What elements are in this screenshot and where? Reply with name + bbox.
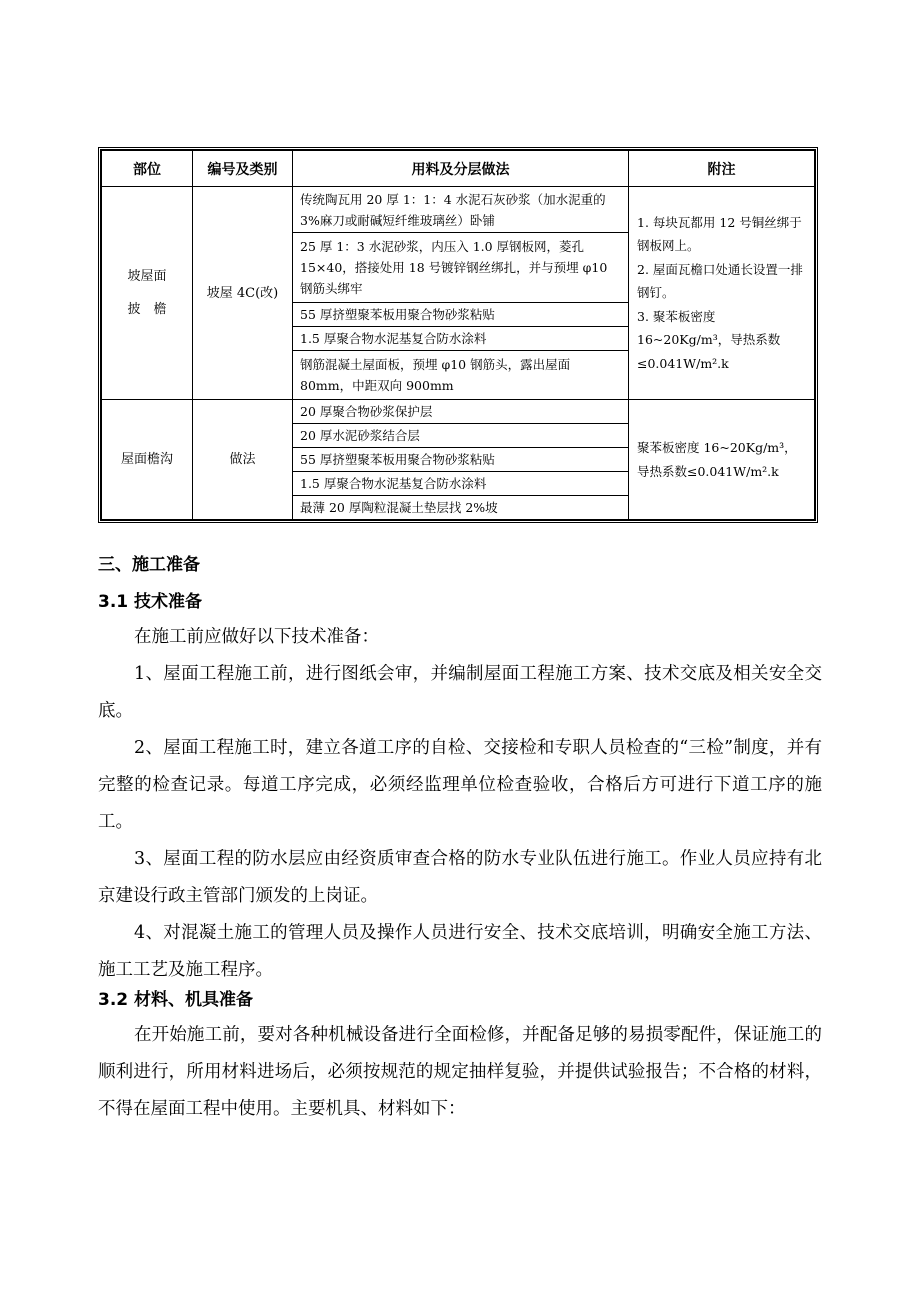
layer-cell: 55 厚挤塑聚苯板用聚合物砂浆粘贴: [293, 303, 629, 327]
layer-cell: 钢筋混凝土屋面板，预埋 φ10 钢筋头，露出屋面 80mm，中距双向 900mm: [293, 351, 629, 400]
paragraph: 3、屋面工程的防水层应由经资质审查合格的防水专业队伍进行施工。作业人员应持有北京建设行政主管部门颁发的上岗证。: [98, 849, 822, 906]
layer-cell: 20 厚水泥砂浆结合层: [293, 424, 629, 448]
note-line: 3. 聚苯板密度 16~20Kg/m³，导热系数≤0.041W/m².k: [637, 308, 781, 371]
section-title: 三、施工准备: [98, 555, 200, 575]
construction-spec-table: [98, 147, 818, 523]
paragraph: 1、屋面工程施工前，进行图纸会审，并编制屋面工程施工方案、技术交底及相关安全交底。: [98, 664, 822, 721]
part-cell-gutter: 屋面檐沟: [102, 400, 193, 520]
layer-cell: 55 厚挤塑聚苯板用聚合物砂浆粘贴: [293, 448, 629, 472]
note-line: 聚苯板密度 16~20Kg/m³，导热系数≤0.041W/m².k: [637, 440, 797, 479]
part-label: 坡屋面: [127, 269, 167, 284]
header-notes: 附注: [629, 151, 815, 187]
layer-cell: 20 厚聚合物砂浆保护层: [293, 400, 629, 424]
note-line: 1. 每块瓦都用 12 号铜丝绑于钢板网上。: [637, 214, 802, 254]
table-header-row: [102, 151, 815, 187]
header-code: 编号及类别: [193, 151, 293, 187]
paragraph: 在开始施工前，要对各种机械设备进行全面检修，并配备足够的易损零配件，保证施工的顺利进行，所用材料进场后，必须按规范的规定抽样复验，并提供试验报告；不合格的材料，不得在屋面工程中使用。主要机具、材料如下：: [98, 1025, 822, 1119]
tech-prep-body: [98, 619, 822, 989]
layer-cell: 1.5 厚聚合物水泥基复合防水涂料: [293, 472, 629, 496]
paragraph: 2、屋面工程施工时，建立各道工序的自检、交接检和专职人员检查的“三检”制度，并有完整的检查记录。每道工序完成，必须经监理单位检查验收，合格后方可进行下道工序的施工。: [98, 738, 822, 832]
subsection-title-materials: 3.2 材料、机具准备: [98, 990, 254, 1010]
header-part: 部位: [102, 151, 193, 187]
code-cell: 坡屋 4C(改): [193, 187, 293, 400]
table-row: [102, 400, 815, 424]
layer-cell: 25 厚 1：3 水泥砂浆，内压入 1.0 厚钢板网，菱孔 15×40，搭接处用 18 号镀锌钢丝绑扎，并与预埋 φ10 钢筋头绑牢: [293, 233, 629, 303]
code-cell: 做法: [193, 400, 293, 520]
subsection-title-tech: 3.1 技术准备: [98, 592, 203, 612]
paragraph: 在施工前应做好以下技术准备：: [134, 627, 379, 647]
part-cell-slope-roof: [102, 187, 193, 400]
materials-prep-body: [98, 1017, 822, 1128]
notes-cell: [629, 187, 815, 400]
layer-cell: 1.5 厚聚合物水泥基复合防水涂料: [293, 327, 629, 351]
notes-cell: [629, 400, 815, 520]
layer-cell: 传统陶瓦用 20 厚 1：1：4 水泥石灰砂浆（加水泥重的 3%麻刀或耐碱短纤维玻璃丝）卧铺: [293, 187, 629, 233]
layer-cell: 最薄 20 厚陶粒混凝土垫层找 2%坡: [293, 496, 629, 520]
note-line: 2. 屋面瓦檐口处通长设置一排钢钉。: [637, 261, 803, 301]
paragraph: 4、对混凝土施工的管理人员及操作人员进行安全、技术交底培训，明确安全施工方法、施工工艺及施工程序。: [98, 923, 822, 980]
header-method: 用料及分层做法: [293, 151, 629, 187]
table-row: [102, 187, 815, 233]
part-label-2: 披 檐: [127, 302, 167, 317]
